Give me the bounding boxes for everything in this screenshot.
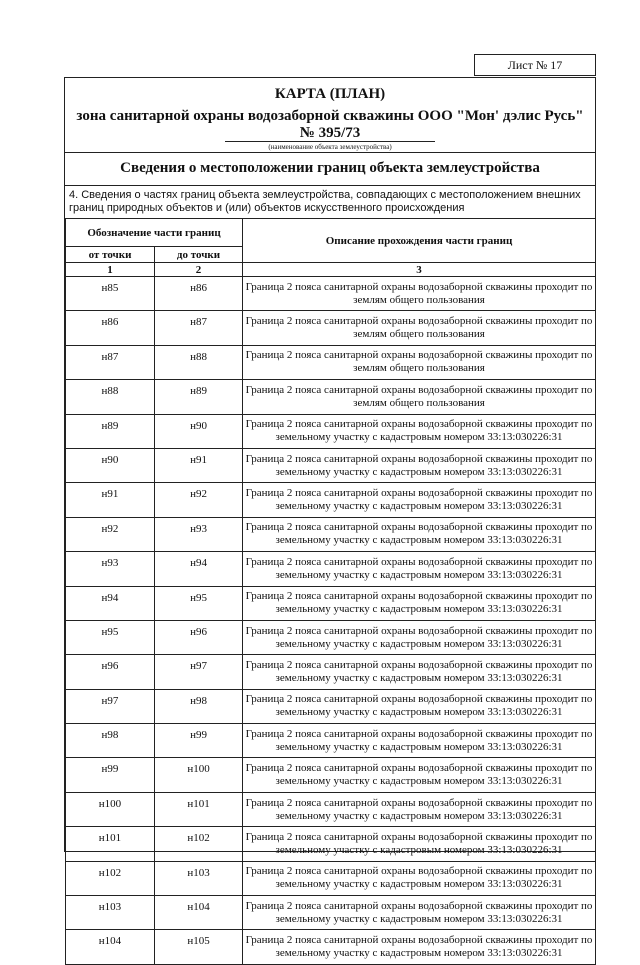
point-from: н101 (66, 827, 155, 861)
table-row (66, 345, 596, 379)
boundary-description: Граница 2 пояса санитарной охраны водозаборной скважины проходит по земельному участку с кадастровым номером 33:13:030226:31 (243, 586, 596, 620)
boundary-description: Граница 2 пояса санитарной охраны водозаборной скважины проходит по землям общего пользования (243, 311, 596, 345)
table-row (66, 724, 596, 758)
document-frame (64, 77, 596, 960)
point-to: н96 (155, 620, 243, 654)
boundary-description: Граница 2 пояса санитарной охраны водозаборной скважины проходит по земельному участку с кадастровым номером 33:13:030226:31 (243, 552, 596, 586)
boundary-description: Граница 2 пояса санитарной охраны водозаборной скважины проходит по земельному участку с кадастровым номером 33:13:030226:31 (243, 861, 596, 895)
point-to: н102 (155, 827, 243, 861)
section-intro: 4. Сведения о частях границ объекта землеустройства, совпадающих с местоположением внешних границ природных объектов и (или) объектов искусственного происхождения (69, 189, 581, 214)
boundary-description: Граница 2 пояса санитарной охраны водозаборной скважины проходит по землям общего пользования (243, 277, 596, 311)
point-to: н98 (155, 689, 243, 723)
table-row (66, 655, 596, 689)
table-body (66, 277, 596, 965)
table-row (66, 380, 596, 414)
table-row (66, 311, 596, 345)
table-row (66, 448, 596, 482)
sheet-number: Лист № 17 (474, 54, 596, 76)
table-row (66, 827, 596, 861)
table-row (66, 517, 596, 551)
header-from: от точки (66, 247, 155, 263)
title-note: (наименование объекта землеустройства) (268, 143, 392, 151)
point-from: н87 (66, 345, 155, 379)
table-row (66, 758, 596, 792)
boundary-description: Граница 2 пояса санитарной охраны водозаборной скважины проходит по землям общего пользования (243, 345, 596, 379)
point-to: н99 (155, 724, 243, 758)
point-to: н95 (155, 586, 243, 620)
point-to: н91 (155, 448, 243, 482)
point-to: н101 (155, 792, 243, 826)
point-to: н97 (155, 655, 243, 689)
point-to: н87 (155, 311, 243, 345)
point-to: н103 (155, 861, 243, 895)
column-number-1: 1 (66, 263, 155, 277)
table-row (66, 689, 596, 723)
header-designation: Обозначение части границ (66, 219, 243, 247)
column-number-2: 2 (155, 263, 243, 277)
point-from: н103 (66, 896, 155, 930)
point-from: н92 (66, 517, 155, 551)
table-row (66, 620, 596, 654)
boundary-description: Граница 2 пояса санитарной охраны водозаборной скважины проходит по земельному участку с кадастровым номером 33:13:030226:31 (243, 448, 596, 482)
boundary-description: Граница 2 пояса санитарной охраны водозаборной скважины проходит по земельному участку с кадастровым номером 33:13:030226:31 (243, 689, 596, 723)
point-to: н88 (155, 345, 243, 379)
point-from: н85 (66, 277, 155, 311)
point-from: н98 (66, 724, 155, 758)
point-to: н93 (155, 517, 243, 551)
point-from: н100 (66, 792, 155, 826)
table-row (66, 277, 596, 311)
boundary-description: Граница 2 пояса санитарной охраны водозаборной скважины проходит по земельному участку с кадастровым номером 33:13:030226:31 (243, 758, 596, 792)
boundary-description: Граница 2 пояса санитарной охраны водозаборной скважины проходит по земельному участку с кадастровым номером 33:13:030226:31 (243, 827, 596, 861)
table-row (66, 483, 596, 517)
point-to: н86 (155, 277, 243, 311)
title-block (65, 78, 595, 153)
point-from: н89 (66, 414, 155, 448)
point-to: н90 (155, 414, 243, 448)
document-title: КАРТА (ПЛАН) (274, 86, 386, 102)
point-from: н96 (66, 655, 155, 689)
title-underline (225, 141, 435, 142)
boundary-description: Граница 2 пояса санитарной охраны водозаборной скважины проходит по земельному участку с кадастровым номером 33:13:030226:31 (243, 414, 596, 448)
header-description: Описание прохождения части границ (243, 219, 596, 263)
table-row (66, 861, 596, 895)
point-from: н95 (66, 620, 155, 654)
header-to: до точки (155, 247, 243, 263)
point-from: н104 (66, 930, 155, 964)
boundary-description: Граница 2 пояса санитарной охраны водозаборной скважины проходит по земельному участку с кадастровым номером 33:13:030226:31 (243, 517, 596, 551)
point-to: н92 (155, 483, 243, 517)
boundary-table (65, 218, 596, 965)
table-row (66, 414, 596, 448)
point-to: н94 (155, 552, 243, 586)
table-row (66, 586, 596, 620)
table-row (66, 792, 596, 826)
column-number-3: 3 (243, 263, 596, 277)
point-to: н104 (155, 896, 243, 930)
boundary-description: Граница 2 пояса санитарной охраны водозаборной скважины проходит по земельному участку с кадастровым номером 33:13:030226:31 (243, 896, 596, 930)
boundary-description: Граница 2 пояса санитарной охраны водозаборной скважины проходит по земельному участку с кадастровым номером 33:13:030226:31 (243, 655, 596, 689)
point-from: н93 (66, 552, 155, 586)
point-from: н91 (66, 483, 155, 517)
section-heading: Сведения о местоположении границ объекта землеустройства (65, 152, 595, 186)
point-from: н102 (66, 861, 155, 895)
point-from: н99 (66, 758, 155, 792)
table-row (66, 930, 596, 964)
point-from: н86 (66, 311, 155, 345)
point-from: н94 (66, 586, 155, 620)
boundary-description: Граница 2 пояса санитарной охраны водозаборной скважины проходит по земельному участку с кадастровым номером 33:13:030226:31 (243, 792, 596, 826)
table-row (66, 552, 596, 586)
point-from: н97 (66, 689, 155, 723)
boundary-description: Граница 2 пояса санитарной охраны водозаборной скважины проходит по земельному участку с кадастровым номером 33:13:030226:31 (243, 620, 596, 654)
boundary-description: Граница 2 пояса санитарной охраны водозаборной скважины проходит по земельному участку с кадастровым номером 33:13:030226:31 (243, 483, 596, 517)
boundary-description: Граница 2 пояса санитарной охраны водозаборной скважины проходит по землям общего пользования (243, 380, 596, 414)
document-subtitle: зона санитарной охраны водозаборной скважины ООО "Мон' дэлис Русь" № 395/73 (76, 108, 584, 141)
boundary-description: Граница 2 пояса санитарной охраны водозаборной скважины проходит по земельному участку с кадастровым номером 33:13:030226:31 (243, 930, 596, 964)
point-to: н89 (155, 380, 243, 414)
point-to: н105 (155, 930, 243, 964)
table-row (66, 896, 596, 930)
point-from: н90 (66, 448, 155, 482)
point-from: н88 (66, 380, 155, 414)
point-to: н100 (155, 758, 243, 792)
boundary-description: Граница 2 пояса санитарной охраны водозаборной скважины проходит по земельному участку с кадастровым номером 33:13:030226:31 (243, 724, 596, 758)
